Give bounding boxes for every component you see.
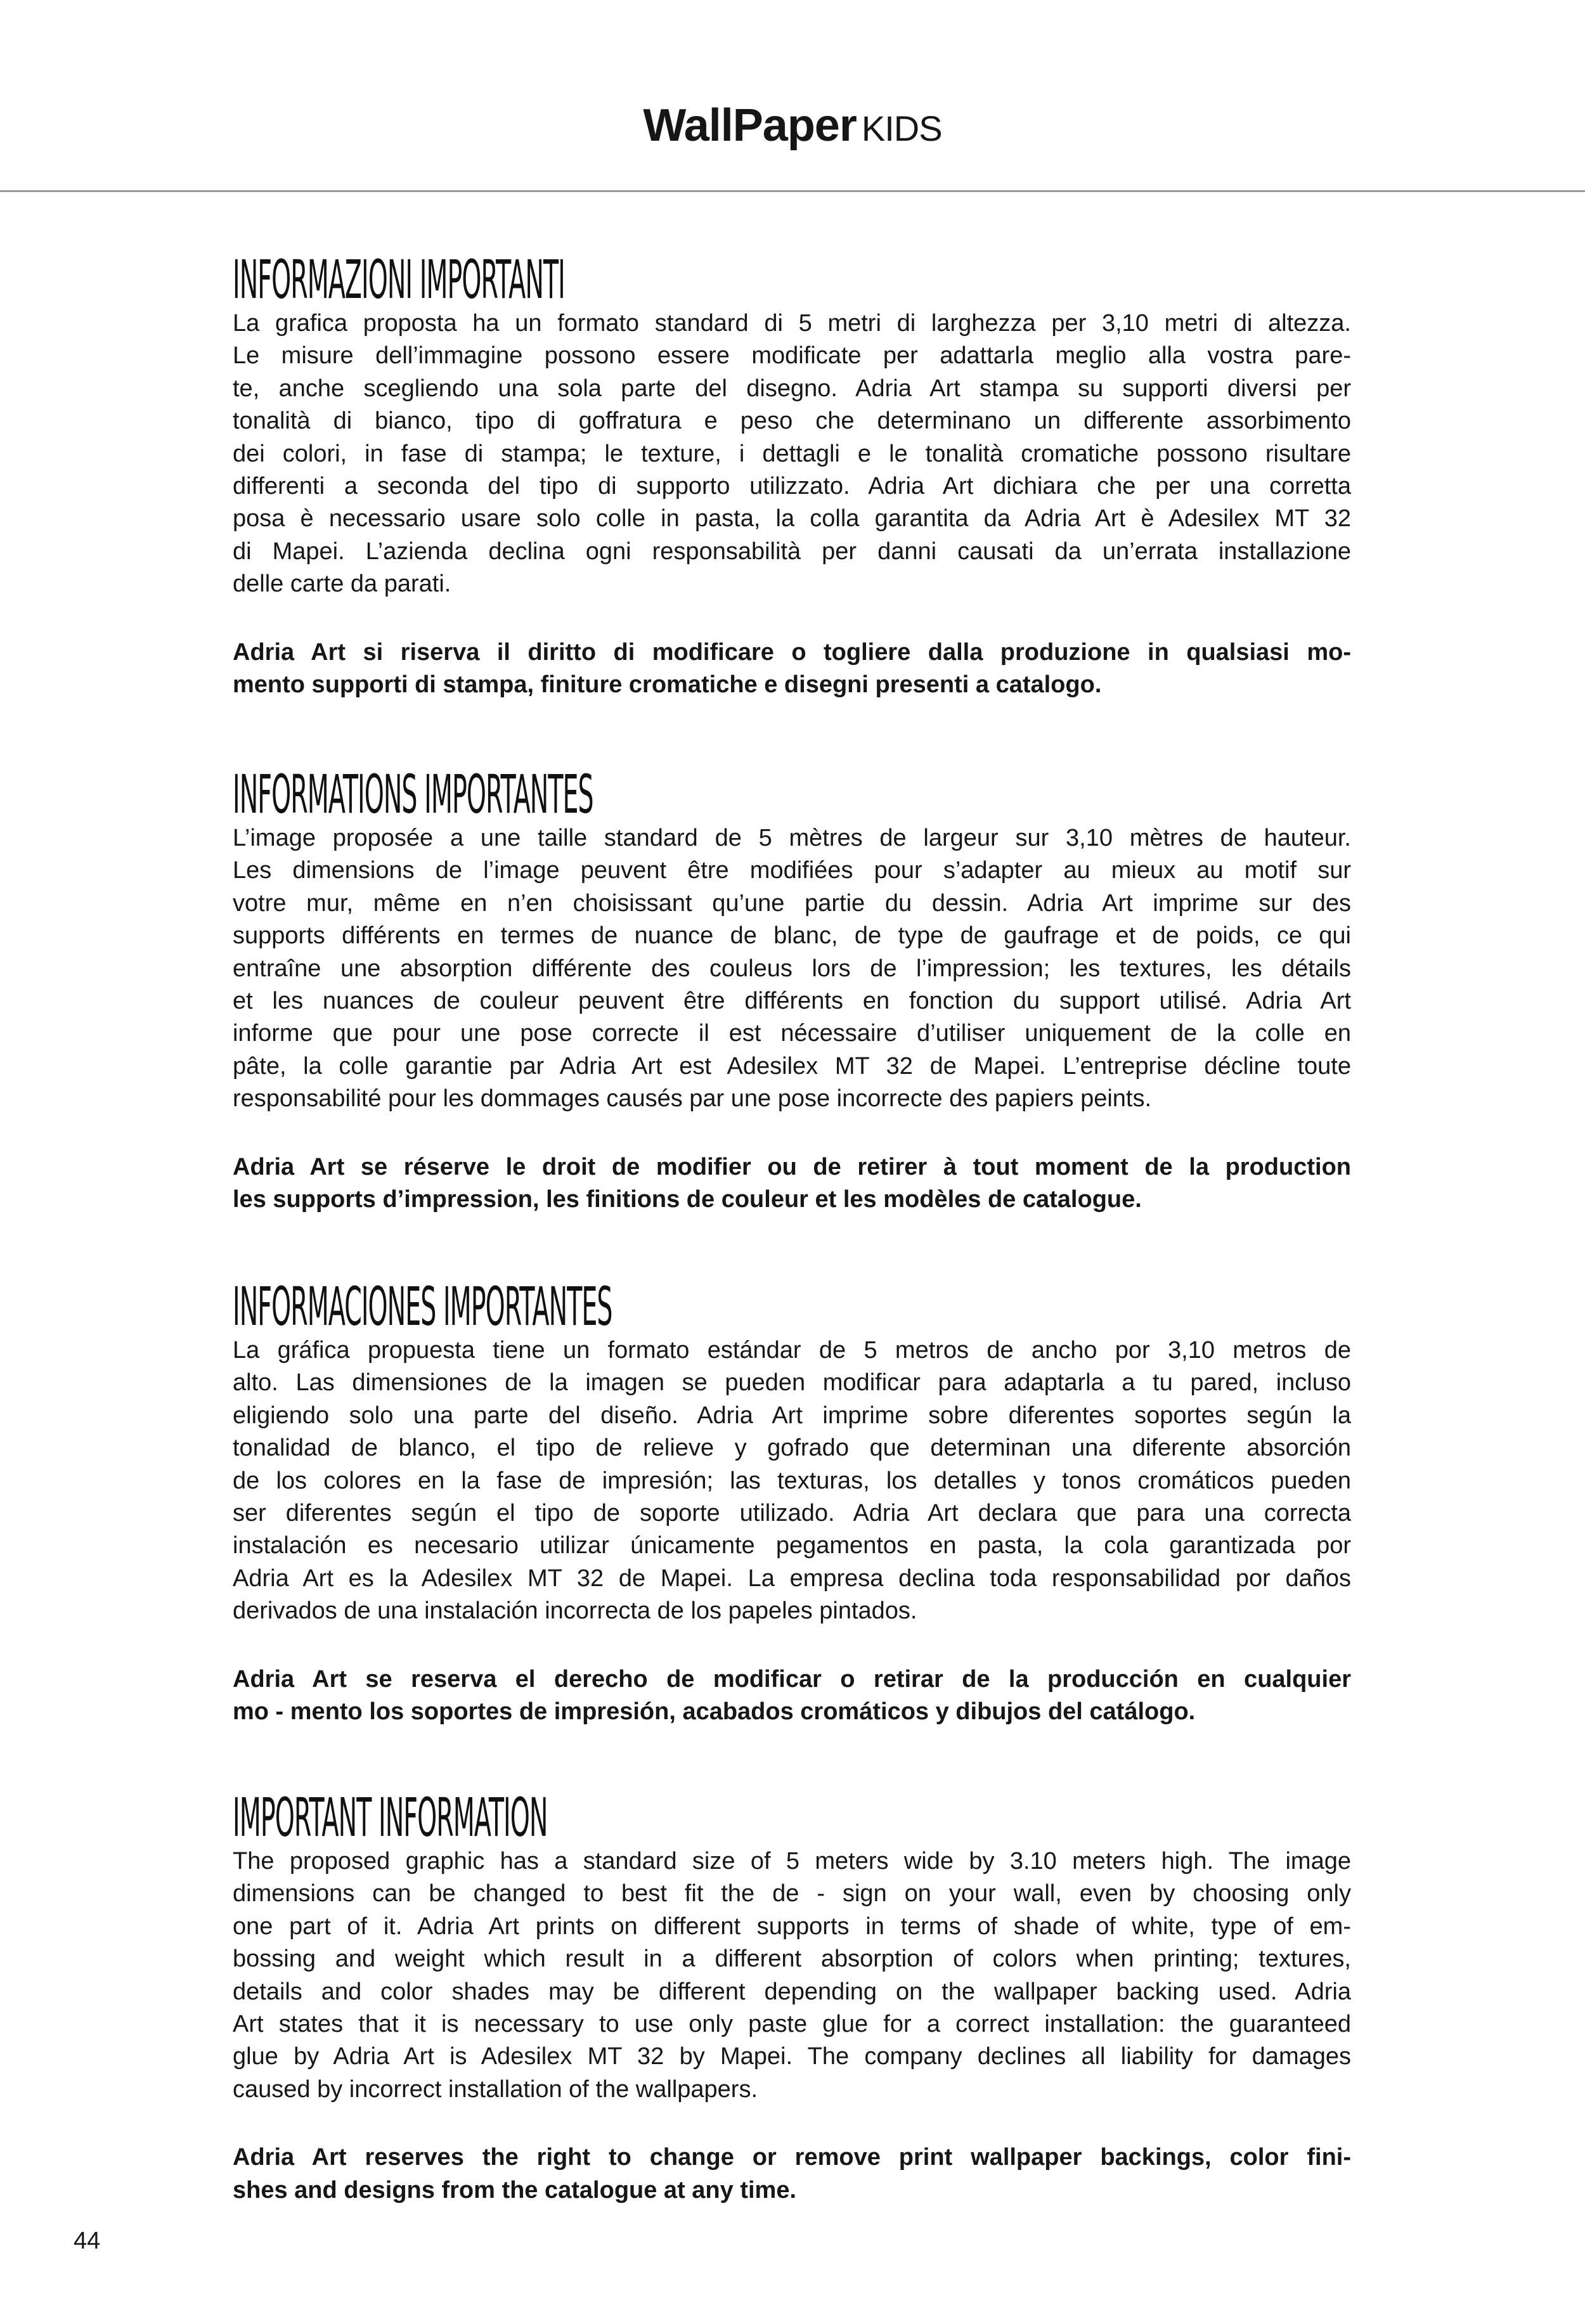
paragraph-line: de los colores en la fase de impresión; las texturas, los detalles y tonos cromáticos pueden (233, 1467, 1351, 1494)
info-section (233, 1275, 1351, 1728)
paragraph-line: caused by incorrect installation of the wallpapers. (233, 2075, 758, 2103)
paragraph-line: La grafica proposta ha un formato standard di 5 metri di larghezza per 3,10 metri di altezza. (233, 310, 1351, 337)
section-heading (233, 1275, 1351, 1338)
section-heading-text: INFORMACIONES IMPORTANTES (233, 1275, 612, 1338)
body-paragraph (233, 822, 1351, 1116)
header-divider (0, 190, 1585, 192)
paragraph-line: tonalità di bianco, tipo di goffratura e peso che determinano un differente assorbimento (233, 408, 1351, 435)
paragraph-line: responsabilité pour les dommages causés par une pose incorrecte des papiers peints. (233, 1085, 1152, 1113)
paragraph-line: differenti a seconda del tipo di supporto utilizzato. Adria Art dichiara che per una corretta (233, 472, 1351, 500)
paragraph-line: entraîne une absorption différente des couleus lors de l’impression; les textures, les détails (233, 955, 1351, 982)
paragraph-line: Adria Art se reserva el derecho de modificar o retirar de la producción en cualquier (233, 1665, 1351, 1693)
section-heading-text: INFORMATIONS IMPORTANTES (233, 763, 593, 825)
body-paragraph (233, 1845, 1351, 2106)
paragraph-line: derivados de una instalación incorrecta de los papeles pintados. (233, 1598, 917, 1625)
body-paragraph (233, 307, 1351, 601)
paragraph-line: eligiendo solo una parte del diseño. Adria Art imprime sobre diferentes soportes según la (233, 1402, 1351, 1429)
paragraph-line: te, anche scegliendo una sola parte del disegno. Adria Art stampa su supporti diversi per (233, 375, 1351, 402)
info-section (233, 1786, 1351, 2207)
paragraph-line: Art states that it is necessary to use only paste glue for a correct installation: the guaranteed (233, 2010, 1351, 2037)
info-section (233, 763, 1351, 1216)
paragraph-line: instalación es necesario utilizar únicamente pegamentos en pasta, la cola garantizada por (233, 1532, 1351, 1559)
paragraph-line: alto. Las dimensiones de la imagen se pueden modificar para adaptarla a tu pared, incluso (233, 1369, 1351, 1397)
paragraph-line: et les nuances de couleur peuvent être différents en fonction du support utilisé. Adria Art (233, 987, 1351, 1014)
section-heading (233, 249, 1351, 311)
paragraph-line: tonalidad de blanco, el tipo de relieve y gofrado que determinan una diferente absorción (233, 1435, 1351, 1462)
paragraph-line: di Mapei. L’azienda declina ogni responsabilità per danni causati da un’errata installazione (233, 538, 1351, 565)
paragraph-line: ser diferentes según el tipo de soporte utilizado. Adria Art declara que para una correcta (233, 1499, 1351, 1527)
paragraph-line: details and color shades may be different depending on the wallpaper backing used. Adria (233, 1978, 1351, 2005)
disclaimer-paragraph (233, 1151, 1351, 1217)
paragraph-line: informe que pour une pose correcte il est nécessaire d’utiliser uniquement de la colle en (233, 1020, 1351, 1047)
brand-title-bold: WallPaper (643, 100, 857, 151)
paragraph-line: dei colori, in fase di stampa; le texture, i dettagli e le tonalità cromatiche possono risultare (233, 440, 1351, 467)
paragraph-line: pâte, la colle garantie par Adria Art est Adesilex MT 32 de Mapei. L’entreprise décline toute (233, 1052, 1351, 1080)
paragraph-line: posa è necessario usare solo colle in pasta, la colla garantita da Adria Art è Adesilex MT 32 (233, 505, 1351, 533)
paragraph-line: Les dimensions de l’image peuvent être modifiées pour s’adapter au mieux au motif sur (233, 857, 1351, 884)
paragraph-line: one part of it. Adria Art prints on different supports in terms of shade of white, type of em- (233, 1913, 1351, 1940)
paragraph-line: delle carte da parati. (233, 571, 451, 598)
info-section (233, 249, 1351, 701)
paragraph-line: mento supporti di stampa, finiture cromatiche e disegni presenti a catalogo. (233, 671, 1102, 698)
brand-title (0, 95, 1585, 159)
section-heading-text: IMPORTANT INFORMATION (233, 1786, 548, 1849)
page-number: 44 (74, 2228, 101, 2254)
paragraph-line: Adria Art se réserve le droit de modifier ou de retirer à tout moment de la production (233, 1153, 1351, 1180)
paragraph-line: shes and designs from the catalogue at any time. (233, 2176, 797, 2204)
body-paragraph (233, 1334, 1351, 1628)
paragraph-line: glue by Adria Art is Adesilex MT 32 by Mapei. The company declines all liability for damages (233, 2043, 1351, 2070)
paragraph-line: Adria Art reserves the right to change or remove print wallpaper backings, color fini- (233, 2144, 1351, 2171)
paragraph-line: La gráfica propuesta tiene un formato estándar de 5 metros de ancho por 3,10 metros de (233, 1337, 1351, 1364)
section-heading (233, 763, 1351, 825)
paragraph-line: votre mur, même en n’en choisissant qu’une partie du dessin. Adria Art imprime sur des (233, 889, 1351, 917)
paragraph-line: bossing and weight which result in a different absorption of colors when printing; textures, (233, 1946, 1351, 1973)
paragraph-line: Le misure dell’immagine possono essere modificate per adattarla meglio alla vostra pare- (233, 342, 1351, 370)
disclaimer-paragraph (233, 2141, 1351, 2207)
paragraph-line: The proposed graphic has a standard size of 5 meters wide by 3.10 meters high. The image (233, 1848, 1351, 1875)
paragraph-line: dimensions can be changed to best fit the de - sign on your wall, even by choosing only (233, 1880, 1351, 1908)
disclaimer-paragraph (233, 636, 1351, 702)
section-heading-text: INFORMAZIONI IMPORTANTI (233, 249, 565, 311)
paragraph-line: Adria Art si riserva il diritto di modificare o togliere dalla produzione in qualsiasi mo- (233, 638, 1351, 666)
section-heading (233, 1786, 1351, 1849)
disclaimer-paragraph (233, 1663, 1351, 1729)
brand-title-light: KIDS (861, 108, 942, 148)
paragraph-line: Adria Art es la Adesilex MT 32 de Mapei. La empresa declina toda responsabilidad por daños (233, 1565, 1351, 1592)
paragraph-line: les supports d’impression, les finitions de couleur et les modèles de catalogue. (233, 1185, 1142, 1213)
paragraph-line: supports différents en termes de nuance de blanc, de type de gaufrage et de poids, ce qui (233, 922, 1351, 950)
paragraph-line: mo - mento los soportes de impresión, acabados cromáticos y dibujos del catálogo. (233, 1698, 1196, 1725)
paragraph-line: L’image proposée a une taille standard de 5 mètres de largeur sur 3,10 mètres de hauteur. (233, 825, 1351, 851)
